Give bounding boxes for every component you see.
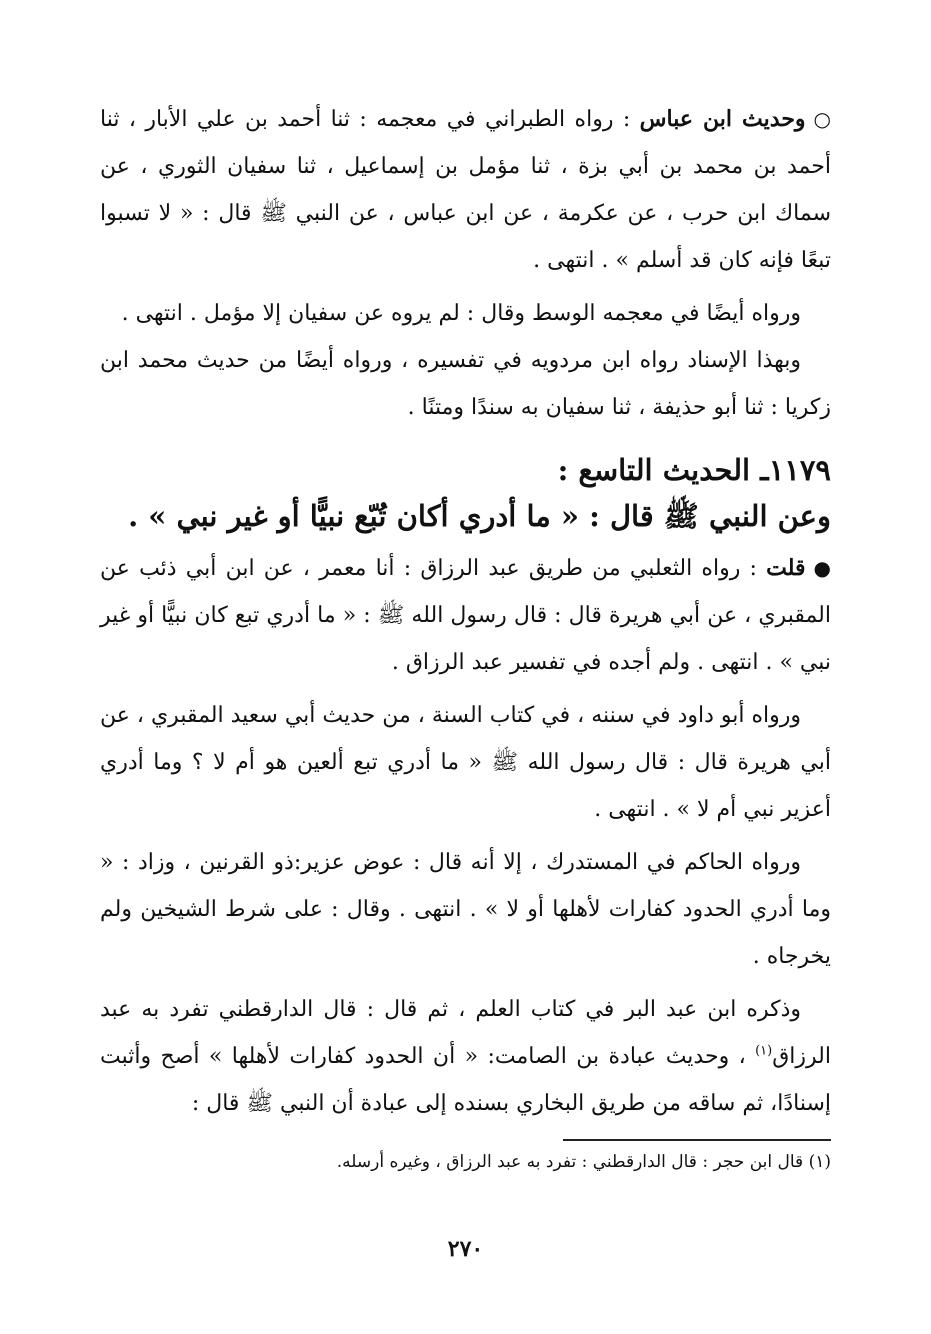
- paragraph-hakim: ورواه الحاكم في المستدرك ، إلا أنه قال : عوض عزير:ذو القرنين ، وزاد : « وما أدري الحدود كفارات لأهلها أو لا » . انتهى . وقال : على شرط الشيخين ولم يخرجاه .: [100, 850, 831, 969]
- paragraph-text: : رواه الطبراني في معجمه : ثنا أحمد بن علي الأبار ، ثنا أحمد بن محمد بن أبي بزة ، ثنا مؤمل بن إسماعيل ، ثنا سفيان الثوري ، عن سماك ابن حرب ، عن عكرمة ، عن ابن عباس ، عن النبي ﷺ قال : « لا تسبوا تبعًا فإنه كان قد أسلم » . انتهى .: [100, 107, 832, 273]
- paragraph-ibn-abbas: [100, 96, 831, 284]
- footnote-reference: (١): [755, 1043, 773, 1059]
- paragraph-abu-dawud: ورواه أبو داود في سننه ، في كتاب السنة ، من حديث أبي سعيد المقبري ، عن أبي هريرة قال : قال رسول الله ﷺ « ما أدري تبع ألعين هو أم لا ؟ وما أدري أعزير نبي أم لا » . انتهى .: [100, 703, 831, 822]
- paragraph-ibn-marduwayh: وبهذا الإسناد رواه ابن مردويه في تفسيره ، ورواه أيضًا من حديث محمد ابن زكريا : ثنا أبو حذيفة ، ثنا سفيان به سندًا ومتنًا .: [100, 348, 831, 420]
- paragraph-ibn-abdulbarr: [100, 986, 831, 1127]
- footnote: (١) قال ابن حجر : قال الدارقطني : تفرد به عبد الرزاق ، وغيره أرسله.: [336, 1152, 831, 1172]
- filled-circle-icon: ●: [813, 556, 831, 580]
- paragraph-text: : رواه الثعلبي من طريق عبد الرزاق : أنا معمر ، عن ابن أبي ذئب عن المقبري ، عن أبي هريرة قال : قال رسول الله ﷺ : « ما أدري تبع كان نبيًّا أو غير نبي » . انتهى . ولم أجده في تفسير عبد الرزاق .: [100, 556, 831, 675]
- paragraph-thalabi: [100, 545, 831, 686]
- hollow-circle-icon: ○: [813, 107, 831, 131]
- paragraph-lead: قلت: [766, 555, 806, 581]
- hadith-number-heading: ١١٧٩ـ الحديث التاسع :: [557, 453, 831, 487]
- paragraph-awsat: ورواه أيضًا في معجمه الوسط وقال : لم يروه عن سفيان إلا مؤمل . انتهى .: [121, 301, 801, 326]
- footnote-divider: [563, 1139, 831, 1141]
- hadith-text-heading: وعن النبي ﷺ قال : « ما أدري أكان تُبّع نبيًّا أو غير نبي » .: [128, 499, 831, 533]
- paragraph-text: ، وحديث عبادة بن الصامت: « أن الحدود كفارات لأهلها » أصح وأثبت إسنادًا، ثم ساقه من طريق البخاري بسنده إلى عبادة أن النبي ﷺ قال :: [100, 1044, 831, 1116]
- paragraph-text: وذكره ابن عبد البر في كتاب العلم ، ثم قال : قال الدارقطني تفرد به عبد الرزاق: [100, 997, 831, 1069]
- page-number: ٢٧٠: [447, 1236, 484, 1262]
- paragraph-lead: وحديث ابن عباس: [639, 106, 806, 132]
